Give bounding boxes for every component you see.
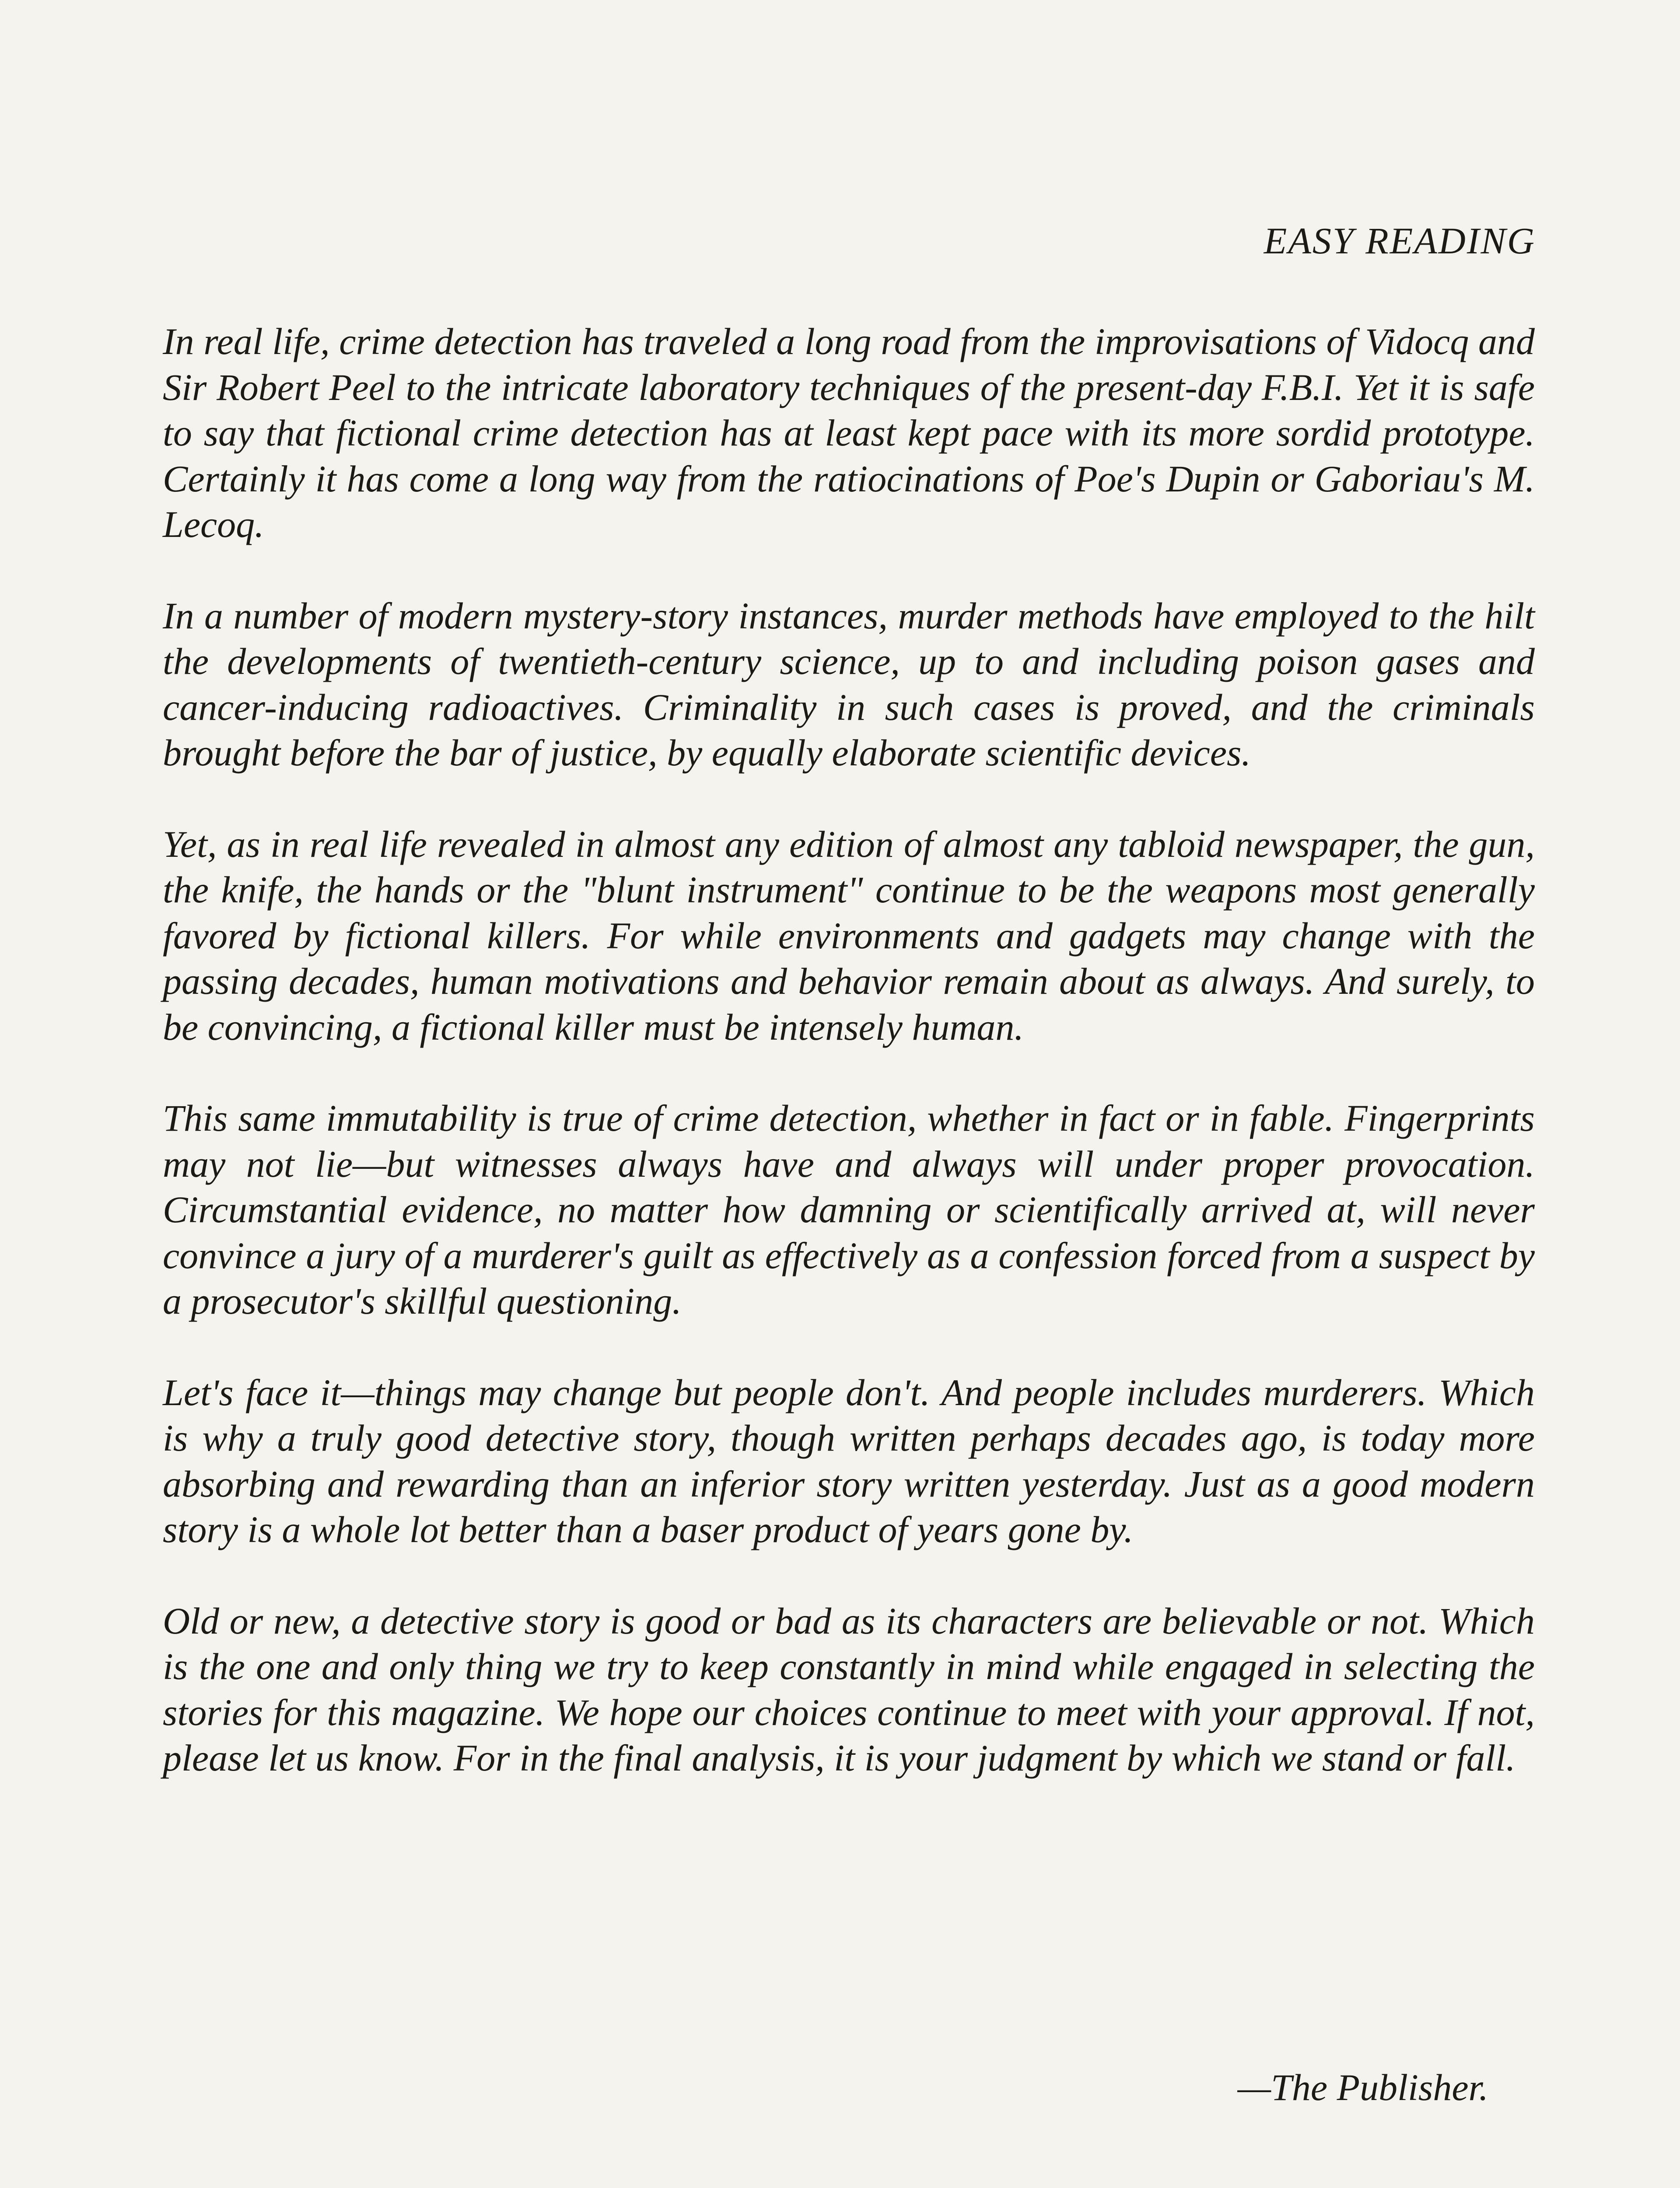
paragraph-2: In a number of modern mystery-story instances, murder methods have employed to the hilt the developments of twentieth-century science, up to and including poison gases and cancer-inducing radioactives. Criminality in such cases is proved, and the criminals brought before the bar of justice, by equally elaborate scientific devices.	[163, 594, 1535, 774]
page-title: EASY READING	[1264, 220, 1536, 262]
paragraph-4: This same immutability is true of crime detection, whether in fact or in fable. Fingerprints may not lie—but witnesses always have and always will under proper provocation. Circumstantial evidence, no matter how damning or scientifically arrived at, will never convince a jury of a murderer's guilt as effectively as a confession forced from a suspect by a prosecutor's skillful questioning.	[163, 1097, 1535, 1322]
signature: —The Publisher.	[1237, 2066, 1488, 2108]
paragraph-3: Yet, as in real life revealed in almost any edition of almost any tabloid newspaper, the gun, the knife, the hands or the "blunt instrument" continue to be the weapons most generally favored by fictional killers. For while environments and gadgets may change with the passing decades, human motivations and behavior remain about as always. And surely, to be convincing, a fictional killer must be intensely human.	[163, 823, 1535, 1048]
paragraph-1: In real life, crime detection has traveled a long road from the improvisations of Vidocq and Sir Robert Peel to the intricate laboratory techniques of the present-day F.B.I. Yet it is safe to say that fictional crime detection has at least kept pace with its more sordid prototype. Certainly it has come a long way from the ratiocinations of Poe's Dupin or Gaboriau's M. Lecoq.	[163, 320, 1535, 545]
editorial-body	[163, 319, 1535, 1827]
paragraph-6: Old or new, a detective story is good or bad as its characters are believable or not. Which is the one and only thing we try to keep constantly in mind while engaged in selecting the stories for this magazine. We hope our choices continue to meet with your approval. If not, please let us know. For in the final analysis, it is your judgment by which we stand or fall.	[163, 1599, 1535, 1779]
paragraph-5: Let's face it—things may change but people don't. And people includes murderers. Which is why a truly good detective story, though written perhaps decades ago, is today more absorbing and rewarding than an inferior story written yesterday. Just as a good modern story is a whole lot better than a baser product of years gone by.	[163, 1371, 1535, 1550]
